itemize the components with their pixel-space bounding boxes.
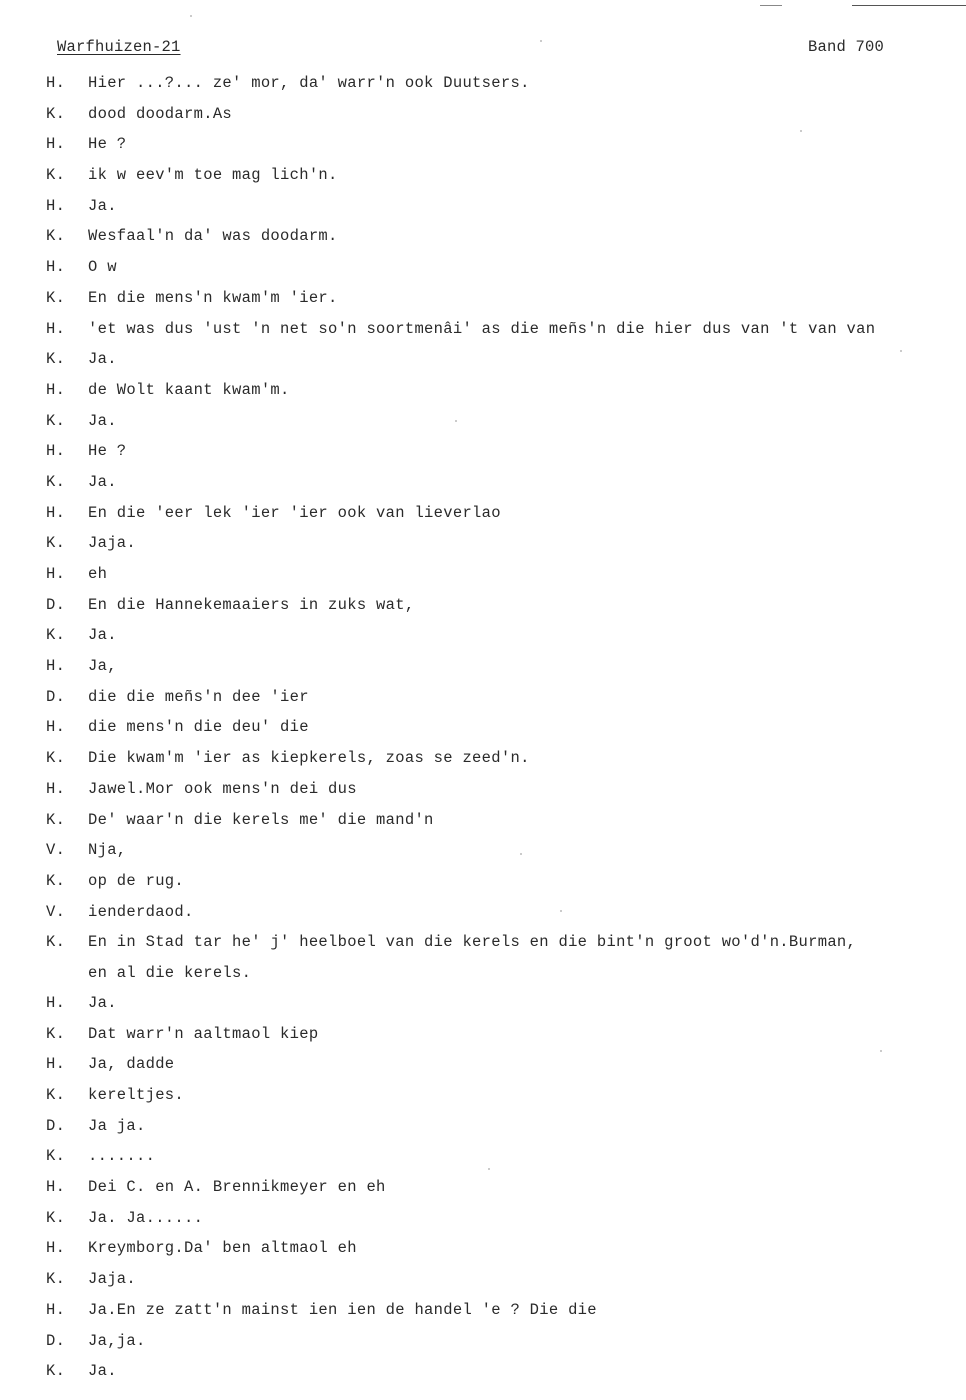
utterance-text: ....... [88, 1147, 156, 1166]
transcript-line [46, 897, 962, 928]
utterance-text: De' waar'n die kerels me' die mand'n [88, 810, 434, 829]
utterance-text: dood doodarm.As [88, 104, 233, 123]
transcript-line [46, 191, 962, 222]
speaker-label: H. [46, 1300, 66, 1319]
utterance-text: 'et was dus 'ust 'n net so'n soortmenâi' as die meñs'n die hier dus van 't van van [88, 319, 876, 338]
transcript-line [46, 1233, 962, 1264]
transcript-line [46, 1049, 962, 1080]
transcript-line [46, 620, 962, 651]
transcript-line [46, 1264, 962, 1295]
utterance-text: Ja. [88, 993, 117, 1012]
transcript-line [46, 160, 962, 191]
speaker-label: K. [46, 350, 66, 369]
speaker-label [46, 958, 88, 988]
speaker-label: K. [46, 472, 66, 491]
utterance-text: Kreymborg.Da' ben altmaol eh [88, 1239, 357, 1258]
scan-speck [488, 1168, 490, 1170]
utterance-text: Ja. [88, 350, 117, 369]
speaker-label: D. [46, 687, 66, 706]
utterance-text: die die meñs'n dee 'ier [88, 687, 309, 706]
transcript-line [46, 682, 962, 713]
transcript-line [46, 958, 962, 988]
transcript-line [46, 498, 962, 529]
utterance-text: Ja, [88, 657, 117, 676]
speaker-label: H. [46, 503, 66, 522]
utterance-text: Jaja. [88, 1270, 137, 1289]
utterance-text: ienderdaod. [88, 902, 194, 921]
transcript-line [46, 283, 962, 314]
transcript-line [46, 1172, 962, 1203]
utterance-text: Dat warr'n aaltmaol kiep [88, 1024, 319, 1043]
speaker-label: H. [46, 319, 66, 338]
utterance-text: Die kwam'm 'ier as kiepkerels, zoas se zeed'n. [88, 749, 530, 768]
transcript-line [46, 68, 962, 99]
transcript-line [46, 988, 962, 1019]
scan-speck [880, 1050, 882, 1052]
top-rule [852, 5, 966, 6]
transcript-line [46, 1356, 962, 1387]
transcript-line [46, 252, 962, 283]
transcript-line [46, 1019, 962, 1050]
transcript-line [46, 866, 962, 897]
speaker-label: K. [46, 1147, 66, 1166]
utterance-text: die mens'n die deu' die [88, 718, 309, 737]
speaker-label: K. [46, 227, 66, 246]
speaker-label: K. [46, 1208, 66, 1227]
transcript-line [46, 712, 962, 743]
utterance-text: Hier ...?... ze' mor, da' warr'n ook Duutsers. [88, 74, 530, 92]
scan-speck [190, 15, 192, 17]
speaker-label: V. [46, 841, 66, 860]
utterance-text: de Wolt kaant kwam'm. [88, 380, 290, 399]
speaker-label: D. [46, 1331, 66, 1350]
transcript-lines [46, 68, 962, 1387]
scan-speck [900, 350, 902, 352]
transcript-line [46, 743, 962, 774]
page-header [57, 38, 884, 62]
transcript-line [46, 559, 962, 590]
utterance-text: Ja. [88, 1362, 117, 1381]
speaker-label: K. [46, 1270, 66, 1289]
speaker-label: V. [46, 902, 66, 921]
utterance-text: en al die kerels. [88, 963, 252, 982]
speaker-label: H. [46, 196, 66, 215]
speaker-label: K. [46, 411, 66, 430]
utterance-text: Ja. [88, 411, 117, 430]
transcript-line [46, 774, 962, 805]
tape-number: Band 700 [807, 38, 884, 56]
speaker-label: K. [46, 1086, 66, 1104]
transcript-line [46, 805, 962, 836]
utterance-text: Ja. [88, 626, 117, 645]
speaker-label: K. [46, 810, 66, 829]
utterance-text: kereltjes. [88, 1086, 185, 1104]
transcript-line [46, 1141, 962, 1172]
speaker-label: H. [46, 442, 66, 461]
speaker-label: H. [46, 657, 66, 676]
transcript-line [46, 651, 962, 682]
utterance-text: He ? [88, 135, 127, 154]
transcript-line [46, 221, 962, 252]
speaker-label: H. [46, 1239, 66, 1258]
top-rule-short [760, 5, 782, 6]
transcript-line [46, 1111, 962, 1142]
utterance-text: En die mens'n kwam'm 'ier. [88, 288, 338, 307]
speaker-label: H. [46, 718, 66, 737]
utterance-text: O w [88, 258, 117, 277]
transcript-line [46, 528, 962, 559]
speaker-label: K. [46, 626, 66, 645]
utterance-text: Ja ja. [88, 1116, 146, 1135]
speaker-label: K. [46, 104, 66, 123]
speaker-label: K. [46, 1362, 66, 1381]
utterance-text: Dei C. en A. Brennikmeyer en eh [88, 1178, 386, 1197]
document-title: Warfhuizen-21 [57, 38, 181, 56]
utterance-text: Ja,ja. [88, 1331, 146, 1350]
speaker-label: K. [46, 288, 66, 307]
scan-speck [560, 910, 562, 912]
transcript-line [46, 344, 962, 375]
transcript-line [46, 927, 962, 958]
speaker-label: H. [46, 565, 66, 583]
transcript-line [46, 1203, 962, 1234]
utterance-text: He ? [88, 442, 127, 461]
transcript-line [46, 436, 962, 467]
scan-speck [800, 130, 802, 132]
utterance-text: eh [88, 565, 108, 583]
scan-speck [520, 853, 522, 855]
speaker-label: H. [46, 135, 66, 154]
transcript-line [46, 314, 962, 345]
speaker-label: H. [46, 74, 66, 92]
speaker-label: H. [46, 993, 66, 1012]
transcript-line [46, 406, 962, 437]
transcript-line [46, 1326, 962, 1357]
transcript-line [46, 835, 962, 866]
speaker-label: H. [46, 380, 66, 399]
transcript-line [46, 590, 962, 621]
transcript-line [46, 1080, 962, 1111]
speaker-label: H. [46, 779, 66, 798]
utterance-text: En die 'eer lek 'ier 'ier ook van lieverlao [88, 503, 501, 522]
utterance-text: Jawel.Mor ook mens'n dei dus [88, 779, 357, 798]
utterance-text: Ja.En ze zatt'n mainst ien ien de handel 'e ? Die die [88, 1300, 597, 1319]
scan-speck [540, 40, 542, 42]
utterance-text: ik w eev'm toe mag lich'n. [88, 166, 338, 185]
scan-speck [455, 420, 457, 422]
speaker-label: H. [46, 1055, 66, 1074]
speaker-label: D. [46, 595, 66, 614]
speaker-label: H. [46, 1178, 66, 1197]
speaker-label: K. [46, 871, 66, 890]
transcript-line [46, 129, 962, 160]
speaker-label: D. [46, 1116, 66, 1135]
speaker-label: K. [46, 166, 66, 185]
utterance-text: Ja, dadde [88, 1055, 175, 1074]
speaker-label: K. [46, 1024, 66, 1043]
utterance-text: Wesfaal'n da' was doodarm. [88, 227, 338, 246]
utterance-text: Nja, [88, 841, 127, 860]
utterance-text: En in Stad tar he' j' heelboel van die kerels en die bint'n groot wo'd'n.Burman, [88, 933, 857, 952]
transcript-line [46, 99, 962, 130]
utterance-text: En die Hannekemaaiers in zuks wat, [88, 595, 415, 614]
speaker-label: H. [46, 258, 66, 277]
transcript-line [46, 467, 962, 498]
transcript-line [46, 1295, 962, 1326]
speaker-label: K. [46, 534, 66, 553]
utterance-text: Ja. [88, 472, 117, 491]
utterance-text: Ja. Ja...... [88, 1208, 204, 1227]
utterance-text: op de rug. [88, 871, 185, 890]
speaker-label: K. [46, 749, 66, 768]
utterance-text: Ja. [88, 196, 117, 215]
transcript-line [46, 375, 962, 406]
speaker-label: K. [46, 933, 66, 952]
utterance-text: Jaja. [88, 534, 137, 553]
